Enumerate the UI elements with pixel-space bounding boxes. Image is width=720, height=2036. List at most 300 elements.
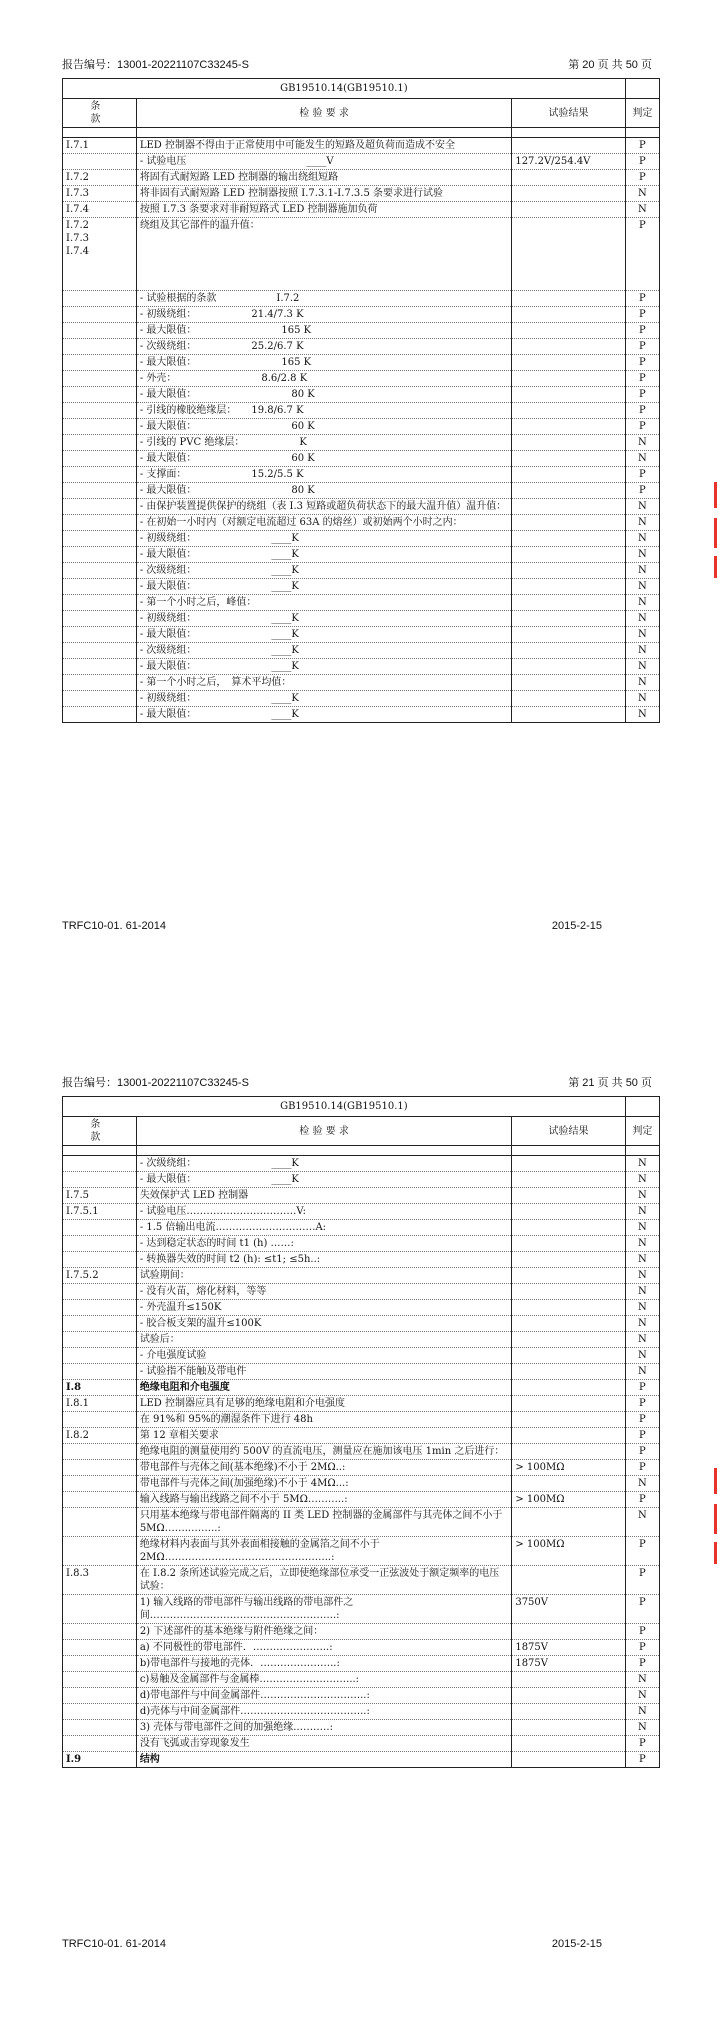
- clause-cell: [63, 1364, 137, 1380]
- requirement-cell: - 第一个小时之后，峰值：: [136, 595, 512, 611]
- verdict-cell: P: [625, 154, 659, 170]
- table-row: [63, 643, 660, 659]
- requirement-cell: 2) 下述部件的基本绝缘与附件绝缘之间：: [136, 1624, 512, 1640]
- requirement-cell: 试验期间：: [136, 1268, 512, 1284]
- table-row: [63, 1236, 660, 1252]
- result-cell: [512, 467, 625, 483]
- requirement-cell: 第 12 章相关要求: [136, 1428, 512, 1444]
- result-cell: [512, 1752, 625, 1768]
- clause-cell: [63, 387, 137, 403]
- table-row: [63, 691, 660, 707]
- verdict-cell: P: [625, 1460, 659, 1476]
- clause-cell: I.7.4: [63, 202, 137, 218]
- verdict-cell: P: [625, 1537, 659, 1566]
- clause-cell: I.8.2: [63, 1428, 137, 1444]
- table-row: [63, 307, 660, 323]
- clause-cell: [63, 1156, 137, 1172]
- result-cell: 127.2V/254.4V: [512, 154, 625, 170]
- clause-cell: [63, 1172, 137, 1188]
- requirement-cell: - 次级绕组： ____K: [136, 1156, 512, 1172]
- requirement-cell: - 由保护装置提供保护的绕组（表 I.3 短路或超负荷状态下的最大温升值）温升值：: [136, 499, 512, 515]
- clause-cell: [63, 1672, 137, 1688]
- table-row: [63, 707, 660, 723]
- page-number: 第 21 页 共 50 页: [568, 1077, 652, 1089]
- table-row: [63, 1492, 660, 1508]
- clause-cell: I.7.5.2: [63, 1268, 137, 1284]
- table-row: [63, 186, 660, 202]
- clause-cell: [63, 291, 137, 307]
- verdict-cell: P: [625, 1444, 659, 1460]
- requirement-cell: - 初级绕组： ____K: [136, 531, 512, 547]
- clause-cell: [63, 1444, 137, 1460]
- requirement-cell: - 初级绕组： ____K: [136, 611, 512, 627]
- result-cell: [512, 186, 625, 202]
- verdict-cell: N: [625, 186, 659, 202]
- result-cell: [512, 1220, 625, 1236]
- verdict-cell: P: [625, 1412, 659, 1428]
- result-cell: [512, 1268, 625, 1284]
- verdict-cell: N: [625, 1316, 659, 1332]
- table-row: [63, 1752, 660, 1768]
- requirement-cell: - 初级绕组： 21.4/7.3 K: [136, 307, 512, 323]
- red-edge-mark: [714, 482, 717, 508]
- clause-cell: [63, 1476, 137, 1492]
- result-cell: [512, 595, 625, 611]
- result-cell: [512, 218, 625, 291]
- form-date: 2015-2-15: [551, 1938, 602, 1950]
- requirement-cell: - 达到稳定状态的时间 t1 (h) ……:: [136, 1236, 512, 1252]
- result-cell: [512, 659, 625, 675]
- verdict-cell: P: [625, 403, 659, 419]
- requirement-cell: 绝缘电阻的测量使用约 500V 的直流电压，测量应在施加该电压 1min 之后进行：: [136, 1444, 512, 1460]
- table-row: [63, 355, 660, 371]
- requirement-cell: 绝缘材料内表面与其外表面相接触的金属箔之间不小于 2MΩ…………………………………………..:: [136, 1537, 512, 1566]
- requirement-cell: - 介电强度试验: [136, 1348, 512, 1364]
- table-row: [63, 170, 660, 186]
- verdict-cell: N: [625, 515, 659, 531]
- requirement-cell: - 第一个小时之后， 算术平均值：: [136, 675, 512, 691]
- requirement-cell: - 最大限值： 80 K: [136, 387, 512, 403]
- requirement-cell: 没有飞弧或击穿现象发生: [136, 1736, 512, 1752]
- result-cell: [512, 1444, 625, 1460]
- result-cell: [512, 707, 625, 723]
- requirement-cell: - 试验电压……………………………V:: [136, 1204, 512, 1220]
- requirement-cell: - 没有火苗，熔化材料，等等: [136, 1284, 512, 1300]
- table-row: [63, 1537, 660, 1566]
- table-row: [63, 611, 660, 627]
- requirement-cell: - 转换器失效的时间 t2 (h): ≤t1; ≤5h..:: [136, 1252, 512, 1268]
- result-cell: [512, 1412, 625, 1428]
- result-cell: [512, 1204, 625, 1220]
- inspection-table: [62, 78, 660, 723]
- table-row: [63, 1380, 660, 1396]
- table-row: [63, 323, 660, 339]
- clause-cell: [63, 515, 137, 531]
- verdict-cell: P: [625, 323, 659, 339]
- table-row: [63, 451, 660, 467]
- requirement-cell: - 最大限值： ____K: [136, 1172, 512, 1188]
- requirement-cell: - 试验指不能触及带电件: [136, 1364, 512, 1380]
- requirement-cell: - 最大限值： ____K: [136, 579, 512, 595]
- clause-cell: I.7.1: [63, 138, 137, 154]
- result-cell: [512, 611, 625, 627]
- verdict-cell: N: [625, 579, 659, 595]
- result-cell: 1875V: [512, 1640, 625, 1656]
- requirement-cell: 输入线路与输出线路之间不小于 5MΩ………..:: [136, 1492, 512, 1508]
- red-edge-mark: [714, 1468, 717, 1494]
- table-row: [63, 1156, 660, 1172]
- table-row: [63, 1412, 660, 1428]
- requirement-cell: 绝缘电阻和介电强度: [136, 1380, 512, 1396]
- clause-cell: [63, 627, 137, 643]
- clause-cell: [63, 531, 137, 547]
- clause-cell: [63, 435, 137, 451]
- clause-cell: I.7.2 I.7.3 I.7.4: [63, 218, 137, 291]
- result-cell: [512, 483, 625, 499]
- verdict-cell: N: [625, 675, 659, 691]
- result-cell: [512, 355, 625, 371]
- result-cell: [512, 1156, 625, 1172]
- verdict-cell: N: [625, 499, 659, 515]
- result-cell: 1875V: [512, 1656, 625, 1672]
- page-number: 第 20 页 共 50 页: [568, 59, 652, 71]
- result-cell: [512, 1396, 625, 1412]
- table-row: [63, 1252, 660, 1268]
- requirement-cell: d)带电部件与中间金属部件…………………………..:: [136, 1688, 512, 1704]
- table-row: [63, 1566, 660, 1595]
- verdict-cell: N: [625, 691, 659, 707]
- requirement-cell: - 支撑面： 15.2/5.5 K: [136, 467, 512, 483]
- table-row: [63, 1188, 660, 1204]
- clause-cell: [63, 467, 137, 483]
- result-cell: [512, 1720, 625, 1736]
- table-row: [63, 1284, 660, 1300]
- header-verdict: 判定: [625, 1117, 659, 1146]
- clause-cell: I.7.3: [63, 186, 137, 202]
- result-cell: [512, 202, 625, 218]
- verdict-cell: P: [625, 1736, 659, 1752]
- result-cell: [512, 531, 625, 547]
- inspection-table: [62, 1096, 660, 1768]
- clause-cell: I.8: [63, 1380, 137, 1396]
- standard-title: GB19510.14(GB19510.1): [63, 1097, 626, 1117]
- result-cell: [512, 499, 625, 515]
- clause-cell: [63, 547, 137, 563]
- verdict-cell: N: [625, 202, 659, 218]
- result-cell: [512, 1566, 625, 1595]
- verdict-cell: N: [625, 547, 659, 563]
- requirement-cell: - 初级绕组： ____K: [136, 691, 512, 707]
- result-cell: [512, 1736, 625, 1752]
- result-cell: [512, 1188, 625, 1204]
- table-row: [63, 1428, 660, 1444]
- result-cell: [512, 419, 625, 435]
- verdict-cell: P: [625, 1566, 659, 1595]
- clause-cell: [63, 323, 137, 339]
- clause-cell: [63, 1595, 137, 1624]
- requirement-cell: 只用基本绝缘与带电部件隔离的 II 类 LED 控制器的金属部件与其壳体之间不小于 5MΩ……..……..:: [136, 1508, 512, 1537]
- clause-cell: [63, 451, 137, 467]
- clause-cell: [63, 659, 137, 675]
- requirement-cell: 3) 壳体与带电部件之间的加强绝缘.……….:: [136, 1720, 512, 1736]
- table-row: [63, 627, 660, 643]
- verdict-cell: P: [625, 483, 659, 499]
- requirement-cell: - 外壳温升≤150K: [136, 1300, 512, 1316]
- requirement-cell: - 次级绕组： 25.2/6.7 K: [136, 339, 512, 355]
- verdict-cell: P: [625, 1752, 659, 1768]
- clause-cell: [63, 307, 137, 323]
- verdict-cell: P: [625, 387, 659, 403]
- clause-cell: [63, 1704, 137, 1720]
- verdict-cell: P: [625, 467, 659, 483]
- verdict-cell: P: [625, 1428, 659, 1444]
- table-row: [63, 1396, 660, 1412]
- red-edge-mark: [714, 556, 717, 578]
- requirement-cell: - 最大限值： ____K: [136, 659, 512, 675]
- requirement-cell: a) 不同极性的带电部件．…………………..:: [136, 1640, 512, 1656]
- clause-cell: [63, 154, 137, 170]
- result-cell: [512, 371, 625, 387]
- result-cell: [512, 1672, 625, 1688]
- requirement-cell: 绕组及其它部件的温升值：: [136, 218, 512, 291]
- requirement-cell: - 最大限值： 60 K: [136, 451, 512, 467]
- clause-cell: [63, 499, 137, 515]
- verdict-cell: P: [625, 1492, 659, 1508]
- clause-cell: [63, 1300, 137, 1316]
- clause-cell: I.7.2: [63, 170, 137, 186]
- verdict-cell: N: [625, 563, 659, 579]
- result-cell: [512, 627, 625, 643]
- header-requirement: 检 验 要 求: [136, 99, 512, 128]
- requirement-cell: LED 控制器不得由于正常使用中可能发生的短路及超负荷而造成不安全: [136, 138, 512, 154]
- requirement-cell: - 外壳： 8.6/2.8 K: [136, 371, 512, 387]
- clause-cell: [63, 1688, 137, 1704]
- clause-cell: [63, 691, 137, 707]
- verdict-cell: P: [625, 355, 659, 371]
- header-requirement: 检 验 要 求: [136, 1117, 512, 1146]
- result-cell: > 100MΩ: [512, 1537, 625, 1566]
- table-row: [63, 1624, 660, 1640]
- requirement-cell: 带电部件与壳体之间(基本绝缘)不小于 2MΩ..:: [136, 1460, 512, 1476]
- table-row: [63, 291, 660, 307]
- table-row: [63, 1508, 660, 1537]
- result-cell: [512, 1284, 625, 1300]
- clause-cell: [63, 1492, 137, 1508]
- clause-cell: [63, 707, 137, 723]
- clause-cell: [63, 1508, 137, 1537]
- result-cell: [512, 1476, 625, 1492]
- table-row: [63, 1640, 660, 1656]
- requirement-cell: d)壳体与中间金属部件………………………………..:: [136, 1704, 512, 1720]
- table-row: [63, 467, 660, 483]
- result-cell: > 100MΩ: [512, 1492, 625, 1508]
- clause-cell: I.8.3: [63, 1566, 137, 1595]
- requirement-cell: 1) 输入线路的带电部件与输出线路的带电部件之间………………………………………………..:: [136, 1595, 512, 1624]
- form-number: TRFC10-01. 61-2014: [62, 1938, 166, 1950]
- table-row: [63, 563, 660, 579]
- clause-cell: [63, 1252, 137, 1268]
- table-row: [63, 154, 660, 170]
- clause-cell: [63, 1236, 137, 1252]
- clause-cell: [63, 371, 137, 387]
- table-row: [63, 499, 660, 515]
- result-cell: [512, 307, 625, 323]
- verdict-cell: P: [625, 419, 659, 435]
- result-cell: [512, 1364, 625, 1380]
- verdict-cell: N: [625, 1300, 659, 1316]
- requirement-cell: 在 I.8.2 条所述试验完成之后，立即使绝缘部位承受一正弦波处于额定频率的电压试验：: [136, 1566, 512, 1595]
- verdict-cell: N: [625, 1704, 659, 1720]
- standard-title: GB19510.14(GB19510.1): [63, 79, 626, 99]
- clause-cell: [63, 643, 137, 659]
- verdict-cell: N: [625, 1156, 659, 1172]
- table-row: [63, 1268, 660, 1284]
- verdict-cell: N: [625, 531, 659, 547]
- clause-cell: [63, 595, 137, 611]
- result-cell: [512, 1172, 625, 1188]
- result-cell: [512, 1236, 625, 1252]
- requirement-cell: - 1.5 倍输出电流…………………………A:: [136, 1220, 512, 1236]
- clause-cell: [63, 339, 137, 355]
- verdict-cell: P: [625, 218, 659, 291]
- result-cell: [512, 1316, 625, 1332]
- table-row: [63, 1444, 660, 1460]
- clause-cell: [63, 1537, 137, 1566]
- requirement-cell: - 最大限值： 60 K: [136, 419, 512, 435]
- verdict-cell: P: [625, 138, 659, 154]
- clause-cell: [63, 1220, 137, 1236]
- requirement-cell: 结构: [136, 1752, 512, 1768]
- table-row: [63, 403, 660, 419]
- requirement-cell: - 最大限值： 165 K: [136, 355, 512, 371]
- verdict-cell: N: [625, 1204, 659, 1220]
- requirement-cell: 按照 I.7.3 条要求对非耐短路式 LED 控制器施加负荷: [136, 202, 512, 218]
- requirement-cell: - 最大限值： ____K: [136, 627, 512, 643]
- verdict-cell: P: [625, 1396, 659, 1412]
- clause-cell: [63, 1460, 137, 1476]
- clause-cell: I.9: [63, 1752, 137, 1768]
- table-row: [63, 1688, 660, 1704]
- header-verdict: 判定: [625, 99, 659, 128]
- verdict-cell: P: [625, 307, 659, 323]
- result-cell: 3750V: [512, 1595, 625, 1624]
- result-cell: [512, 1508, 625, 1537]
- table-row: [63, 595, 660, 611]
- result-cell: [512, 138, 625, 154]
- verdict-cell: P: [625, 371, 659, 387]
- verdict-cell: N: [625, 1672, 659, 1688]
- result-cell: [512, 1300, 625, 1316]
- verdict-cell: N: [625, 1508, 659, 1537]
- verdict-cell: N: [625, 1252, 659, 1268]
- red-edge-mark: [714, 518, 717, 548]
- clause-cell: [63, 403, 137, 419]
- result-cell: [512, 1704, 625, 1720]
- result-cell: [512, 451, 625, 467]
- verdict-cell: N: [625, 1476, 659, 1492]
- result-cell: [512, 1380, 625, 1396]
- verdict-cell: N: [625, 451, 659, 467]
- requirement-cell: c)易触及金属部件与金属棒………………………..:: [136, 1672, 512, 1688]
- verdict-cell: P: [625, 1640, 659, 1656]
- result-cell: [512, 675, 625, 691]
- table-row: [63, 202, 660, 218]
- result-cell: [512, 563, 625, 579]
- requirement-cell: 带电部件与壳体之间(加强绝缘)不小于 4MΩ...:: [136, 1476, 512, 1492]
- table-row: [63, 547, 660, 563]
- result-cell: [512, 515, 625, 531]
- clause-cell: [63, 563, 137, 579]
- verdict-cell: P: [625, 1380, 659, 1396]
- verdict-cell: P: [625, 291, 659, 307]
- result-cell: [512, 403, 625, 419]
- requirement-cell: 在 91%和 95%的潮湿条件下进行 48h: [136, 1412, 512, 1428]
- table-row: [63, 1204, 660, 1220]
- table-row: [63, 1656, 660, 1672]
- table-row: [63, 1476, 660, 1492]
- result-cell: [512, 1348, 625, 1364]
- result-cell: [512, 579, 625, 595]
- table-row: [63, 659, 660, 675]
- result-cell: [512, 435, 625, 451]
- table-row: [63, 138, 660, 154]
- verdict-cell: N: [625, 1172, 659, 1188]
- form-number: TRFC10-01. 61-2014: [62, 920, 166, 932]
- table-row: [63, 483, 660, 499]
- result-cell: [512, 1624, 625, 1640]
- form-date: 2015-2-15: [551, 920, 602, 932]
- result-cell: [512, 691, 625, 707]
- verdict-cell: N: [625, 1188, 659, 1204]
- table-row: [63, 1672, 660, 1688]
- table-row: [63, 1364, 660, 1380]
- verdict-cell: N: [625, 435, 659, 451]
- table-row: [63, 435, 660, 451]
- verdict-cell: N: [625, 1284, 659, 1300]
- requirement-cell: - 引线的 PVC 绝缘层： K: [136, 435, 512, 451]
- clause-cell: I.8.1: [63, 1396, 137, 1412]
- result-cell: [512, 1428, 625, 1444]
- verdict-cell: P: [625, 339, 659, 355]
- requirement-cell: 失效保护式 LED 控制器: [136, 1188, 512, 1204]
- requirement-cell: - 最大限值： 80 K: [136, 483, 512, 499]
- verdict-cell: N: [625, 1720, 659, 1736]
- clause-cell: [63, 1332, 137, 1348]
- requirement-cell: b)带电部件与接地的壳体．…………………..:: [136, 1656, 512, 1672]
- requirement-cell: 将固有式耐短路 LED 控制器的输出绕组短路: [136, 170, 512, 186]
- table-row: [63, 1220, 660, 1236]
- result-cell: [512, 1688, 625, 1704]
- table-row: [63, 675, 660, 691]
- requirement-cell: - 试验根据的条款 I.7.2: [136, 291, 512, 307]
- clause-cell: [63, 1624, 137, 1640]
- result-cell: [512, 1252, 625, 1268]
- table-row: [63, 1736, 660, 1752]
- table-row: [63, 371, 660, 387]
- result-cell: [512, 339, 625, 355]
- table-row: [63, 1316, 660, 1332]
- verdict-cell: N: [625, 659, 659, 675]
- requirement-cell: - 试验电压 ____V: [136, 154, 512, 170]
- clause-cell: [63, 611, 137, 627]
- clause-cell: [63, 1720, 137, 1736]
- result-cell: > 100MΩ: [512, 1460, 625, 1476]
- verdict-cell: N: [625, 611, 659, 627]
- verdict-cell: N: [625, 1220, 659, 1236]
- result-cell: [512, 170, 625, 186]
- clause-cell: [63, 1656, 137, 1672]
- requirement-cell: LED 控制器应具有足够的绝缘电阻和介电强度: [136, 1396, 512, 1412]
